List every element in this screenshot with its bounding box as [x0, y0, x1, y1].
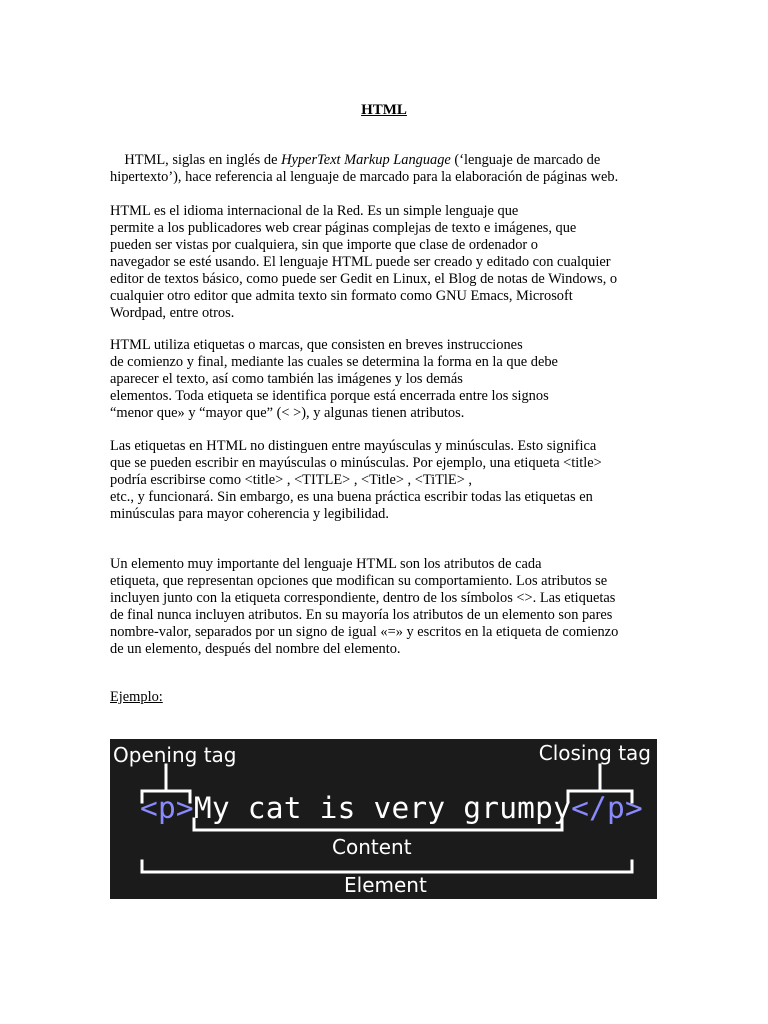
paragraph-line [110, 288, 670, 305]
paragraph-line [110, 337, 670, 354]
text-run: HTML es el idioma internacional de la Red. Es un simple lenguaje que [110, 203, 519, 219]
text-run: permite a los publicadores web crear páginas complejas de texto e imágenes, que [110, 220, 577, 236]
paragraph-line [110, 371, 670, 388]
paragraph-line [110, 388, 670, 405]
text-run: minúsculas para mayor coherencia y legibilidad. [110, 506, 389, 522]
paragraph-idioma [110, 203, 670, 322]
closing-tag-label: Closing tag [538, 741, 651, 765]
text-run: cualquier otro editor que admita texto sin formato como GNU Emacs, Microsoft [110, 288, 573, 304]
text-run: que se pueden escribir en mayúsculas o minúsculas. Por ejemplo, una etiqueta <title> [110, 455, 602, 471]
text-run: de final nunca incluyen atributos. En su mayoría los atributos de un elemento son pares [110, 607, 613, 623]
paragraph-line [110, 573, 670, 590]
text-run: incluyen junto con la etiqueta correspondiente, dentro de los símbolos <>. Las etiquetas [110, 590, 616, 606]
paragraph-line [110, 305, 670, 322]
paragraph-line [110, 472, 670, 489]
text-run: editor de textos básico, como puede ser Gedit en Linux, el Blog de notas de Windows, o [110, 271, 618, 287]
paragraph-line [110, 254, 670, 271]
paragraph-line [110, 237, 670, 254]
close-tag: </p> [571, 791, 643, 825]
paragraph-line [110, 152, 670, 169]
paragraph-line [110, 607, 670, 624]
content-label: Content [332, 835, 412, 859]
element-label: Element [344, 873, 427, 897]
text-run: etc., y funcionará. Sin embargo, es una buena práctica escribir todas las etiquetas en [110, 489, 593, 505]
opening-tag-label: Opening tag [113, 743, 237, 767]
text-run: pueden ser vistas por cualquiera, sin que importe que clase de ordenador o [110, 237, 538, 253]
text-run: HTML, siglas en inglés de [110, 152, 282, 168]
text-run: elementos. Toda etiqueta se identifica porque está encerrada entre los signos [110, 388, 549, 404]
example-label: Ejemplo: [110, 689, 163, 705]
open-tag: <p> [140, 791, 194, 825]
document-title: HTML [361, 102, 407, 118]
paragraph-line [110, 455, 670, 472]
text-run: podría escribirse como <title> , <TITLE> , <Title> , <TiTlE> , [110, 472, 473, 488]
paragraph-atributos [110, 556, 670, 658]
paragraph-line [110, 169, 670, 186]
text-run: navegador se esté usando. El lenguaje HTML puede ser creado y editado con cualquier [110, 254, 611, 270]
text-run: nombre-valor, separados por un signo de igual «=» y escritos en la etiqueta de comienzo [110, 624, 619, 640]
text-run: (‘lenguaje de marcado de [450, 152, 601, 168]
paragraph-line [110, 506, 670, 523]
text-run: aparecer el texto, así como también las imágenes y los demás [110, 371, 463, 387]
paragraph-line [110, 489, 670, 506]
italic-term: HyperText Markup Language [281, 152, 451, 168]
paragraph-line [110, 220, 670, 237]
paragraph-etiquetas [110, 337, 670, 422]
paragraph-line [110, 590, 670, 607]
text-run: “menor que» y “mayor que” (< >), y algunas tienen atributos. [110, 405, 465, 421]
element-bracket [142, 861, 632, 872]
paragraph-line [110, 354, 670, 371]
text-run: Wordpad, entre otros. [110, 305, 235, 321]
paragraph-mayusculas [110, 438, 670, 523]
paragraph-line [110, 641, 670, 658]
paragraph-line [110, 271, 670, 288]
content-text: My cat is very grumpy [193, 791, 572, 825]
paragraph-intro [110, 152, 670, 186]
paragraph-line [110, 438, 670, 455]
text-run: etiqueta, que representan opciones que modifican su comportamiento. Los atributos se [110, 573, 608, 589]
text-run: Un elemento muy importante del lenguaje HTML son los atributos de cada [110, 556, 542, 572]
text-run: hipertexto’), hace referencia al lenguaje de marcado para la elaboración de páginas web. [110, 169, 619, 185]
code-line [140, 791, 643, 825]
paragraph-line [110, 624, 670, 641]
text-run: HTML utiliza etiquetas o marcas, que consisten en breves instrucciones [110, 337, 523, 353]
text-run: Las etiquetas en HTML no distinguen entre mayúsculas y minúsculas. Esto significa [110, 438, 597, 454]
paragraph-line [110, 405, 670, 422]
paragraph-line [110, 556, 670, 573]
text-run: de un elemento, después del nombre del elemento. [110, 641, 401, 657]
text-run: de comienzo y final, mediante las cuales se determina la forma en la que debe [110, 354, 558, 370]
paragraph-line [110, 203, 670, 220]
html-element-figure [110, 739, 657, 899]
